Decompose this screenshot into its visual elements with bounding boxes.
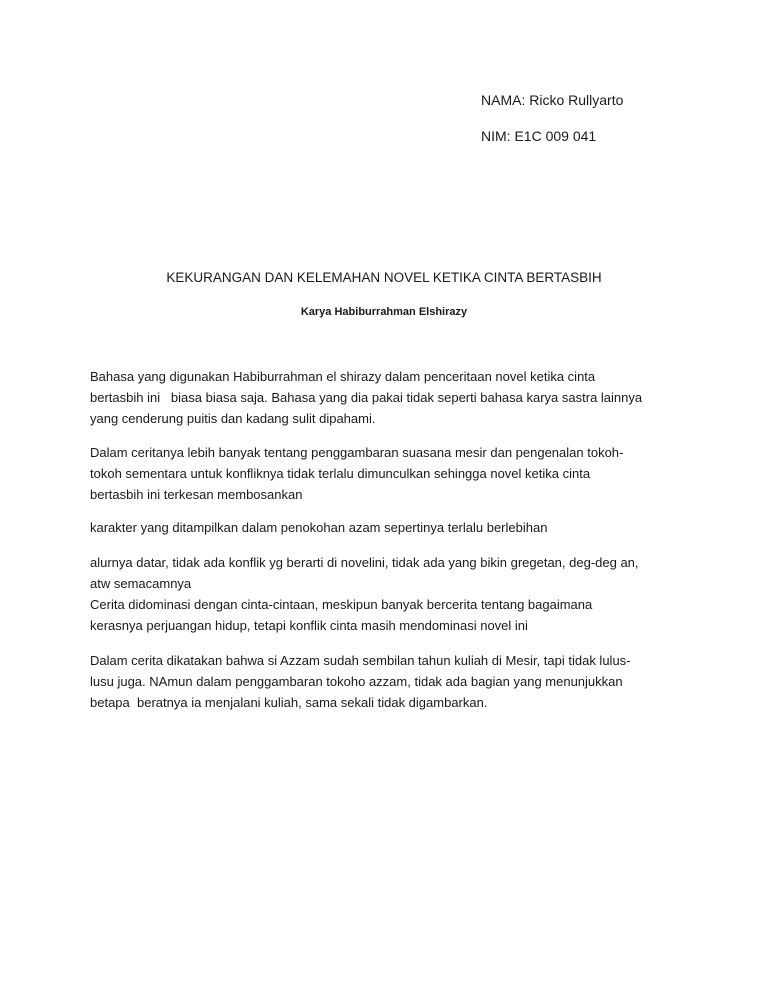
paragraph-5 <box>90 650 690 713</box>
paragraph-line: Dalam ceritanya lebih banyak tentang penggambaran suasana mesir dan pengenalan tokoh- <box>90 445 624 460</box>
paragraph-line: lusu juga. NAmun dalam penggambaran tokoho azzam, tidak ada bagian yang menunjukkan <box>90 674 623 689</box>
paragraph-4 <box>90 552 690 636</box>
student-nim: NIM: E1C 009 041 <box>481 128 597 144</box>
paragraph-3 <box>90 517 690 538</box>
paragraph-line: yang cenderung puitis dan kadang sulit dipahami. <box>90 411 376 426</box>
student-identity <box>481 90 623 146</box>
student-name: NAMA: Ricko Rullyarto <box>481 92 624 108</box>
paragraph-line: betapa beratnya ia menjalani kuliah, sama sekali tidak digambarkan. <box>90 695 488 710</box>
paragraph-line: Cerita didominasi dengan cinta-cintaan, meskipun banyak bercerita tentang bagaimana <box>90 597 593 612</box>
paragraph-line: kerasnya perjuangan hidup, tetapi konflik cinta masih mendominasi novel ini <box>90 618 528 633</box>
paragraph-2 <box>90 442 690 505</box>
paragraph-1 <box>90 366 690 429</box>
paragraph-line: atw semacamnya <box>90 576 192 591</box>
paragraph-line: bertasbih ini biasa biasa saja. Bahasa yang dia pakai tidak seperti bahasa karya sastra lainnya <box>90 390 643 405</box>
paragraph-line: alurnya datar, tidak ada konflik yg berarti di novelini, tidak ada yang bikin gregetan, deg-deg an, <box>90 555 639 570</box>
paragraph-line: Dalam cerita dikatakan bahwa si Azzam sudah sembilan tahun kuliah di Mesir, tapi tidak lulus- <box>90 653 631 668</box>
paragraph-line: tokoh sementara untuk konfliknya tidak terlalu dimunculkan sehingga novel ketika cinta <box>90 466 591 481</box>
paragraph-line: Bahasa yang digunakan Habiburrahman el shirazy dalam penceritaan novel ketika cinta <box>90 369 596 384</box>
paragraph-line: karakter yang ditampilkan dalam penokohan azam sepertinya terlalu berlebihan <box>90 520 548 535</box>
document-title: KEKURANGAN DAN KELEMAHAN NOVEL KETIKA CINTA BERTASBIH <box>166 270 602 285</box>
document-subtitle: Karya Habiburrahman Elshirazy <box>300 306 468 318</box>
paragraph-line: bertasbih ini terkesan membosankan <box>90 487 303 502</box>
